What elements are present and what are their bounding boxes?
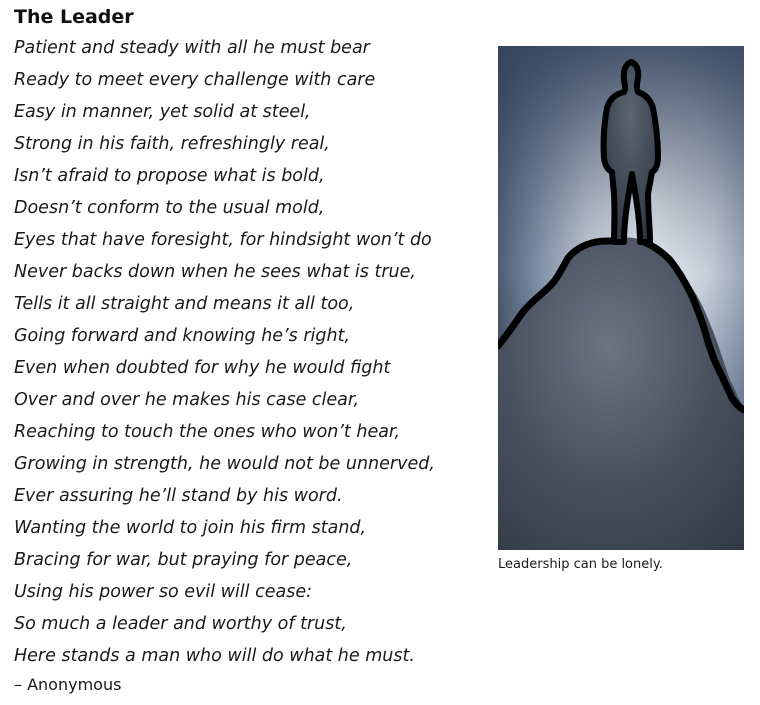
poem-line: Over and over he makes his case clear, [14, 390, 360, 410]
poem-line: So much a leader and worthy of trust, [14, 614, 347, 634]
poem-line: Here stands a man who will do what he must. [14, 646, 415, 666]
poem-line: Ever assuring he’ll stand by his word. [14, 486, 343, 506]
figure [498, 46, 744, 574]
poem-line: Tells it all straight and means it all too, [14, 294, 355, 314]
poem-line: Bracing for war, but praying for peace, [14, 550, 353, 570]
poem-line: Even when doubted for why he would fight [14, 358, 391, 378]
poem-line: Ready to meet every challenge with care [14, 70, 376, 90]
poem-line: Going forward and knowing he’s right, [14, 326, 350, 346]
poem-line: Isn’t afraid to propose what is bold, [14, 166, 325, 186]
poem-line: Growing in strength, he would not be unnerved, [14, 454, 435, 474]
poem-line: Strong in his faith, refreshingly real, [14, 134, 330, 154]
poem-line: Wanting the world to join his firm stand, [14, 518, 367, 538]
figure-caption: Leadership can be lonely. [498, 557, 663, 572]
poem-line: Never backs down when he sees what is true, [14, 262, 416, 282]
poem-attribution: – Anonymous [14, 675, 122, 694]
poem-line: Using his power so evil will cease: [14, 582, 312, 602]
poem-title: The Leader [14, 6, 134, 28]
poem-line: Reaching to touch the ones who won’t hear, [14, 422, 401, 442]
poem [14, 4, 484, 698]
poem-line: Doesn’t conform to the usual mold, [14, 198, 325, 218]
poem-lines [14, 32, 484, 672]
poem-line: Eyes that have foresight, for hindsight won’t do [14, 230, 432, 250]
poem-line: Patient and steady with all he must bear [14, 38, 370, 58]
poem-line: Easy in manner, yet solid at steel, [14, 102, 311, 122]
leader-on-mountain-illustration [498, 46, 744, 550]
